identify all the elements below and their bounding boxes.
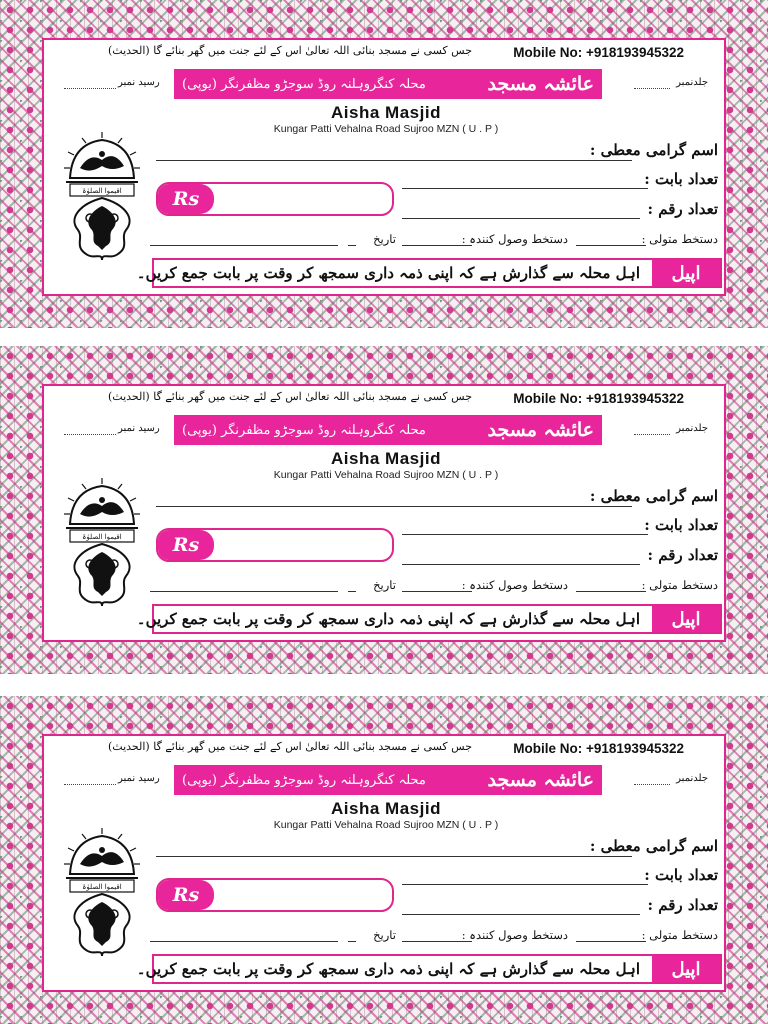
emblem-caption: اقیموا الصلوٰۃ (82, 187, 122, 195)
volume-label: جلدنمبر (676, 77, 708, 88)
hadith-text: جس کسی نے مسجد بنائی اللہ تعالیٰ اس کے لئے جنت میں گھر بنائے گا (الحدیث) (108, 390, 472, 403)
volume-label: جلدنمبر (676, 773, 708, 784)
date-label: تاریخ (373, 232, 396, 246)
appeal-label: اپیل (652, 956, 720, 982)
date-label: تاریخ (373, 578, 396, 592)
months-field[interactable] (402, 884, 648, 885)
collector-signature-label: دستخط وصول کنندہ : (461, 578, 568, 592)
amount-in-words-field[interactable] (402, 218, 640, 219)
receipt-panel (42, 734, 726, 992)
months-field[interactable] (402, 188, 648, 189)
appeal-text: اہل محلہ سے گذارش ہے کہ اپنی ذمہ داری سمجھ کر وقت پر بابت جمع کریں۔ (136, 960, 640, 978)
appeal-text: اہل محلہ سے گذارش ہے کہ اپنی ذمہ داری سمجھ کر وقت پر بابت جمع کریں۔ (136, 610, 640, 628)
receipt-number-field[interactable] (64, 88, 116, 89)
receipt-panel (42, 384, 726, 642)
emblem-caption: اقیموا الصلوٰۃ (82, 533, 122, 541)
amount-label: تعداد رقم : (647, 200, 718, 218)
months-label: تعداد بابت : (644, 866, 718, 884)
trustee-signature-field[interactable] (576, 245, 646, 246)
receipt-number-label: رسید نمبر (118, 773, 160, 784)
donor-name-label: اسم گرامی معطی : (589, 141, 718, 159)
collector-signature-label: دستخط وصول کنندہ : (461, 232, 568, 246)
months-label: تعداد بابت : (644, 170, 718, 188)
volume-number-field[interactable] (634, 434, 670, 435)
trustee-signature-label: دستخط متولی : (641, 232, 718, 246)
date-field[interactable] (150, 245, 338, 246)
trustee-signature-field[interactable] (576, 941, 646, 942)
receipt-number-field[interactable] (64, 784, 116, 785)
calligraphy-emblem-icon (60, 822, 144, 960)
volume-number-field[interactable] (634, 784, 670, 785)
amount-in-words-field[interactable] (402, 914, 640, 915)
donor-name-field[interactable] (156, 856, 632, 857)
date-field-gap (348, 591, 356, 592)
date-field[interactable] (150, 591, 338, 592)
months-label: تعداد بابت : (644, 516, 718, 534)
address-urdu: محلہ کنگروہلنہ روڈ سوجڑو مظفرنگر (یوپی) (182, 76, 426, 92)
appeal-label: اپیل (652, 606, 720, 632)
mobile-number: Mobile No: +918193945322 (513, 45, 684, 60)
donor-name-label: اسم گرامی معطی : (589, 487, 718, 505)
masjid-name-english: Aisha Masjid (331, 103, 441, 122)
amount-box[interactable] (156, 528, 394, 562)
masjid-name-urdu: عائشہ مسجد (487, 769, 594, 791)
masjid-banner (174, 415, 602, 445)
volume-label: جلدنمبر (676, 423, 708, 434)
currency-label: Rs (158, 184, 214, 214)
donor-name-field[interactable] (156, 506, 632, 507)
mobile-number: Mobile No: +918193945322 (513, 741, 684, 756)
currency-label: Rs (158, 530, 214, 560)
receipt-number-label: رسید نمبر (118, 423, 160, 434)
receipt-2 (0, 346, 768, 674)
date-label: تاریخ (373, 928, 396, 942)
date-field-gap (348, 941, 356, 942)
appeal-text: اہل محلہ سے گذارش ہے کہ اپنی ذمہ داری سمجھ کر وقت پر بابت جمع کریں۔ (136, 264, 640, 282)
address-urdu: محلہ کنگروہلنہ روڈ سوجڑو مظفرنگر (یوپی) (182, 422, 426, 438)
receipt-1 (0, 0, 768, 328)
amount-label: تعداد رقم : (647, 546, 718, 564)
trustee-signature-label: دستخط متولی : (641, 928, 718, 942)
masjid-name-english: Aisha Masjid (331, 799, 441, 818)
masjid-banner (174, 69, 602, 99)
amount-box[interactable] (156, 878, 394, 912)
address-english: Kungar Patti Vehalna Road Sujroo MZN ( U . P ) (273, 123, 499, 135)
calligraphy-emblem-icon (60, 126, 144, 264)
hadith-text: جس کسی نے مسجد بنائی اللہ تعالیٰ اس کے لئے جنت میں گھر بنائے گا (الحدیث) (108, 44, 472, 57)
currency-label: Rs (158, 880, 214, 910)
collector-signature-field[interactable] (402, 941, 472, 942)
masjid-name-english: Aisha Masjid (331, 449, 441, 468)
hadith-text: جس کسی نے مسجد بنائی اللہ تعالیٰ اس کے لئے جنت میں گھر بنائے گا (الحدیث) (108, 740, 472, 753)
appeal-box (136, 604, 722, 634)
receipt-3 (0, 696, 768, 1024)
masjid-banner (174, 765, 602, 795)
mobile-number: Mobile No: +918193945322 (513, 391, 684, 406)
collector-signature-field[interactable] (402, 245, 472, 246)
amount-in-words-field[interactable] (402, 564, 640, 565)
masjid-name-urdu: عائشہ مسجد (487, 419, 594, 441)
amount-box[interactable] (156, 182, 394, 216)
trustee-signature-label: دستخط متولی : (641, 578, 718, 592)
receipt-number-label: رسید نمبر (118, 77, 160, 88)
trustee-signature-field[interactable] (576, 591, 646, 592)
signature-row (152, 578, 718, 598)
appeal-label: اپیل (652, 260, 720, 286)
volume-number-field[interactable] (634, 88, 670, 89)
appeal-box (136, 954, 722, 984)
appeal-box (136, 258, 722, 288)
calligraphy-emblem-icon (60, 472, 144, 610)
date-field[interactable] (150, 941, 338, 942)
address-urdu: محلہ کنگروہلنہ روڈ سوجڑو مظفرنگر (یوپی) (182, 772, 426, 788)
collector-signature-label: دستخط وصول کنندہ : (461, 928, 568, 942)
signature-row (152, 232, 718, 252)
receipt-number-field[interactable] (64, 434, 116, 435)
donor-name-field[interactable] (156, 160, 632, 161)
masjid-name-urdu: عائشہ مسجد (487, 73, 594, 95)
address-english: Kungar Patti Vehalna Road Sujroo MZN ( U . P ) (273, 469, 499, 481)
date-field-gap (348, 245, 356, 246)
receipt-panel (42, 38, 726, 296)
amount-label: تعداد رقم : (647, 896, 718, 914)
months-field[interactable] (402, 534, 648, 535)
donor-name-label: اسم گرامی معطی : (589, 837, 718, 855)
collector-signature-field[interactable] (402, 591, 472, 592)
emblem-caption: اقیموا الصلوٰۃ (82, 883, 122, 891)
address-english: Kungar Patti Vehalna Road Sujroo MZN ( U . P ) (273, 819, 499, 831)
signature-row (152, 928, 718, 948)
